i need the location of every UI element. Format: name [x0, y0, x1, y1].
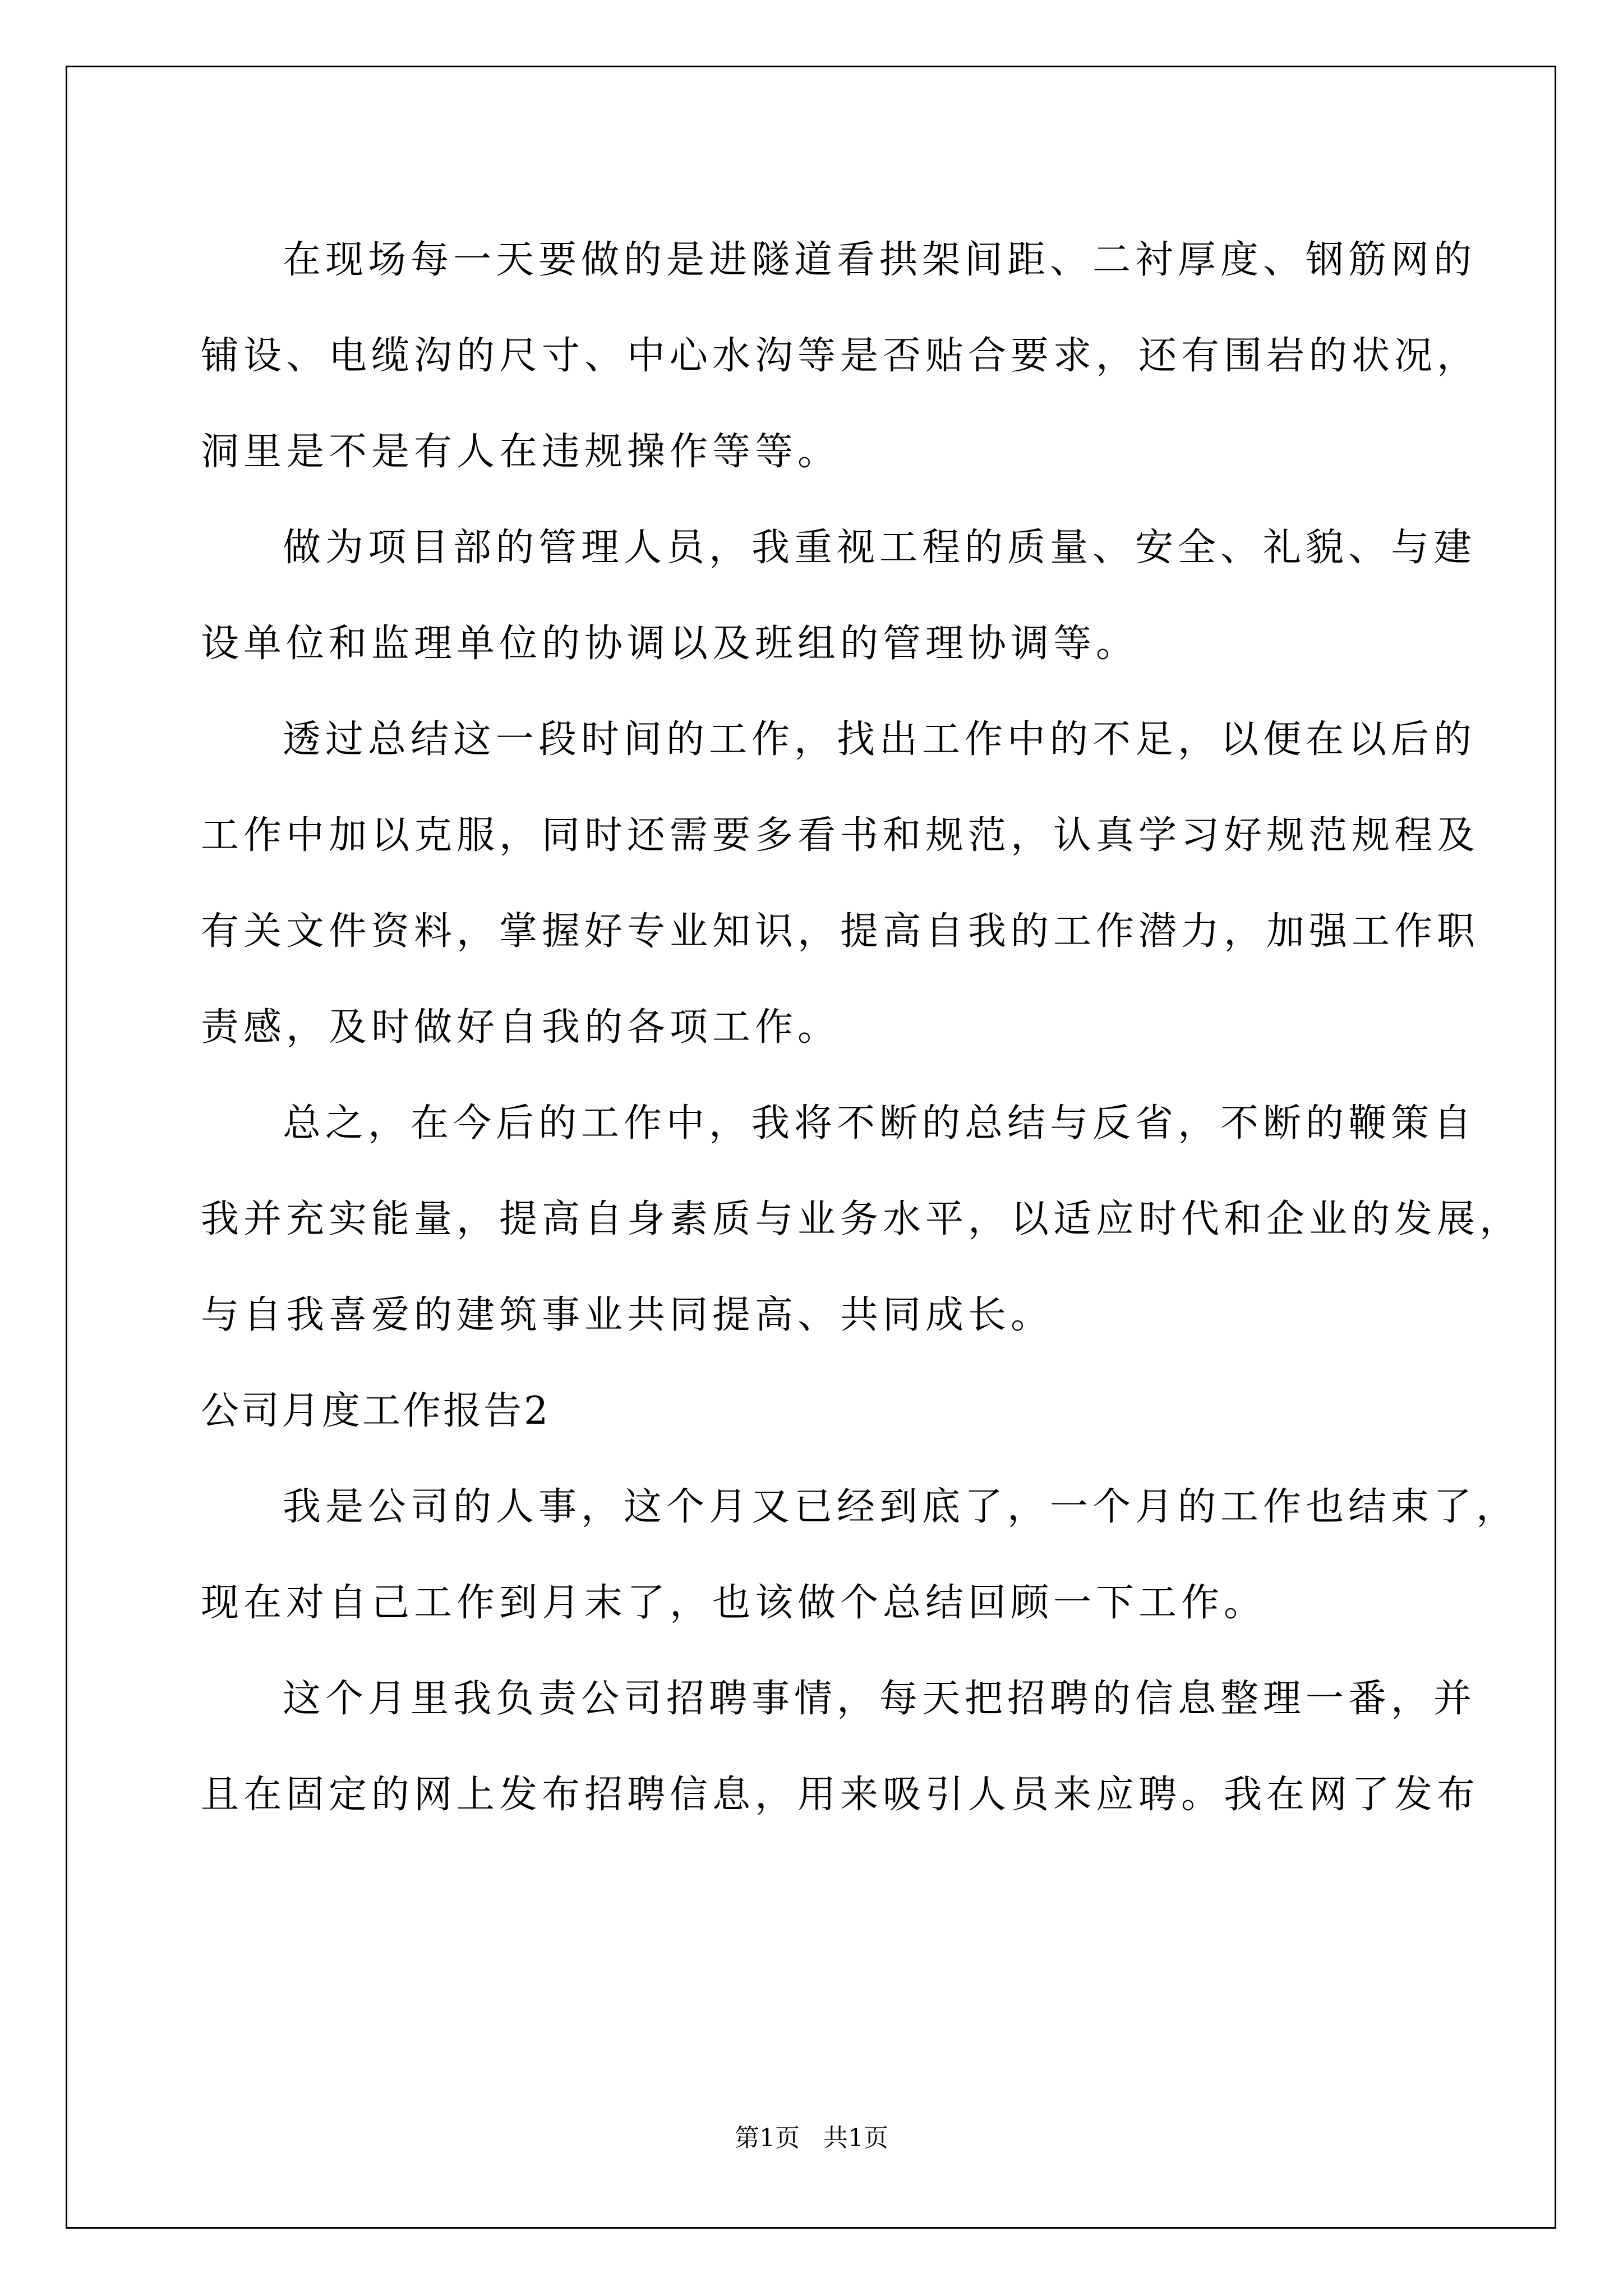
- page-footer: 第1页 共1页: [735, 2124, 888, 2152]
- paragraph-3-line-2: 工作中加以克服，同时还需要多看书和规范，认真学习好规范规程及: [201, 813, 1480, 858]
- paragraph-3-line-1: 透过总结这一段时间的工作，找出工作中的不足，以便在以后的: [283, 717, 1477, 762]
- paragraph-6-line-2: 且在固定的网上发布招聘信息，用来吸引人员来应聘。我在网了发布: [201, 1773, 1480, 1817]
- paragraph-5-line-1: 我是公司的人事，这个月又已经到底了，一个月的工作也结束了，: [283, 1485, 1519, 1529]
- paragraph-4-line-1: 总之，在今后的工作中，我将不断的总结与反省，不断的鞭策自: [283, 1101, 1477, 1145]
- document-body: [201, 212, 1523, 1843]
- paragraph-3-line-3: 有关文件资料，掌握好专业知识，提高自我的工作潜力，加强工作职: [201, 909, 1480, 954]
- paragraph-5-line-2: 现在对自己工作到月末了，也该做个总结回顾一下工作。: [201, 1581, 1267, 1625]
- paragraph-3-line-4: 责感，及时做好自我的各项工作。: [201, 1005, 841, 1050]
- paragraph-1-line-2: 铺设、电缆沟的尺寸、中心水沟等是否贴合要求，还有围岩的状况，: [201, 334, 1480, 378]
- paragraph-1-line-1: 在现场每一天要做的是进隧道看拱架间距、二衬厚度、钢筋网的: [283, 238, 1477, 282]
- paragraph-4-line-2: 我并充实能量，提高自身素质与业务水平，以适应时代和企业的发展，: [201, 1197, 1523, 1241]
- paragraph-2-line-1: 做为项目部的管理人员，我重视工程的质量、安全、礼貌、与建: [283, 526, 1477, 570]
- paragraph-4-line-3: 与自我喜爱的建筑事业共同提高、共同成长。: [201, 1293, 1054, 1337]
- paragraph-1-line-3: 洞里是不是有人在违规操作等等。: [201, 430, 841, 474]
- paragraph-6-line-1: 这个月里我负责公司招聘事情，每天把招聘的信息整理一番，并: [283, 1677, 1477, 1721]
- section-heading: 公司月度工作报告2: [201, 1389, 551, 1433]
- paragraph-2-line-2: 设单位和监理单位的协调以及班组的管理协调等。: [201, 622, 1139, 666]
